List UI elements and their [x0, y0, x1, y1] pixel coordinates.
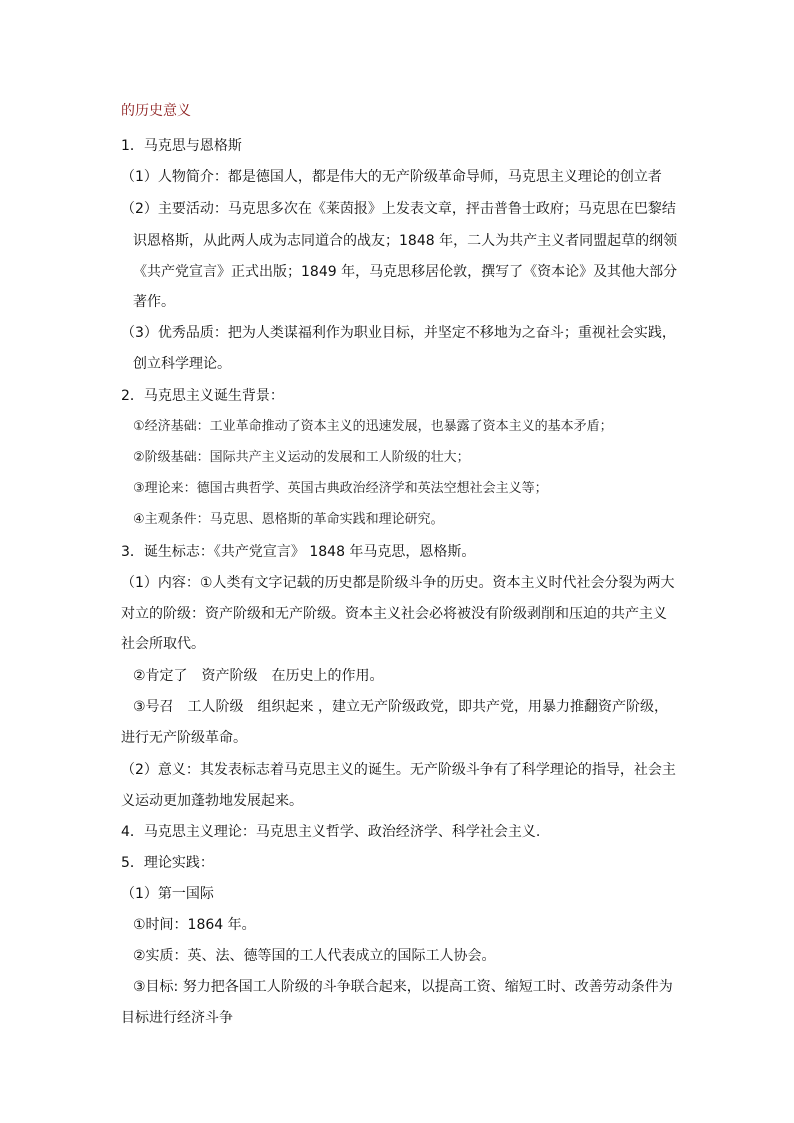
item-5-goal-line1: ③目标: 努力把各国工人阶级的斗争联合起来，以提高工资、缩短工时、改善劳动条件为: [133, 979, 673, 995]
item-5-time: ①时间：1864 年。: [133, 917, 256, 933]
item-3-significance-line1: （2）意义：其发表标志着马克思主义的诞生。无产阶级斗争有了科学理论的指导，社会主: [121, 762, 676, 778]
item-3-title: 3．诞生标志：《共产党宣言》 1848 年马克思，恩格斯。: [121, 544, 476, 560]
section-heading: 的历史意义: [121, 103, 191, 119]
item-2-title: 2．马克思主义诞生背景：: [121, 388, 284, 404]
item-5-first-international: （1）第一国际: [121, 886, 214, 902]
item-2-class: ②阶级基础：国际共产主义运动的发展和工人阶级的壮大；: [133, 450, 470, 465]
item-3-content-line1: （1）内容：①人类有文字记载的历史都是阶级斗争的历史。资本主义时代社会分裂为两大: [121, 575, 675, 591]
item-3-affirm: ②肯定了 资产阶级 在历史上的作用。: [133, 668, 384, 684]
item-1-activities-line3: 《共产党宣言》正式出版；1849 年，马克思移居伦敦，撰写了《资本论》及其他大部分: [133, 264, 678, 280]
item-1-activities-line4: 著作。: [133, 294, 175, 310]
item-1-title: 1．马克思与恩格斯: [121, 138, 242, 154]
item-5-nature: ②实质：英、法、德等国的工人代表成立的国际工人协会。: [133, 948, 496, 964]
item-5-goal-line2: 目标进行经济斗争: [121, 1010, 233, 1026]
item-1-qualities-line1: （3）优秀品质：把为人类谋福利作为职业目标，并坚定不移地为之奋斗；重视社会实践，: [121, 325, 676, 341]
item-3-call-line1: ③号召 工人阶级 组织起来 ，建立无产阶级政党，即共产党，用暴力推翻资产阶级，: [133, 699, 668, 715]
item-2-theory: ③理论来：德国古典哲学、英国古典政治经济学和英法空想社会主义等；: [133, 481, 548, 496]
item-3-content-line2: 对立的阶级：资产阶级和无产阶级。资本主义社会必将被没有阶级剥削和压迫的共产主义: [121, 606, 667, 622]
item-2-subjective: ④主观条件：马克思、恩格斯的革命实践和理论研究。: [133, 512, 444, 527]
item-1-activities-line2: 识恩格斯，从此两人成为志同道合的战友；1848 年，二人为共产主义者同盟起草的纲领: [133, 233, 678, 249]
item-2-economic: ①经济基础：工业革命推动了资本主义的迅速发展，也暴露了资本主义的基本矛盾；: [133, 419, 613, 434]
item-4-title: 4．马克思主义理论：马克思主义哲学、政治经济学、科学社会主义.: [121, 824, 541, 840]
item-5-title: 5．理论实践：: [121, 855, 214, 871]
item-1-profile: （1）人物简介：都是德国人，都是伟大的无产阶级革命导师，马克思主义理论的创立者: [121, 169, 662, 185]
item-3-content-line3: 社会所取代。: [121, 636, 205, 652]
item-1-activities-line1: （2）主要活动：马克思多次在《莱茵报》上发表文章，抨击普鲁士政府；马克思在巴黎结: [121, 201, 676, 217]
item-1-qualities-line2: 创立科学理论。: [133, 356, 231, 372]
item-3-call-line2: 进行无产阶级革命。: [121, 730, 247, 746]
item-3-significance-line2: 义运动更加蓬勃地发展起来。: [121, 793, 303, 809]
